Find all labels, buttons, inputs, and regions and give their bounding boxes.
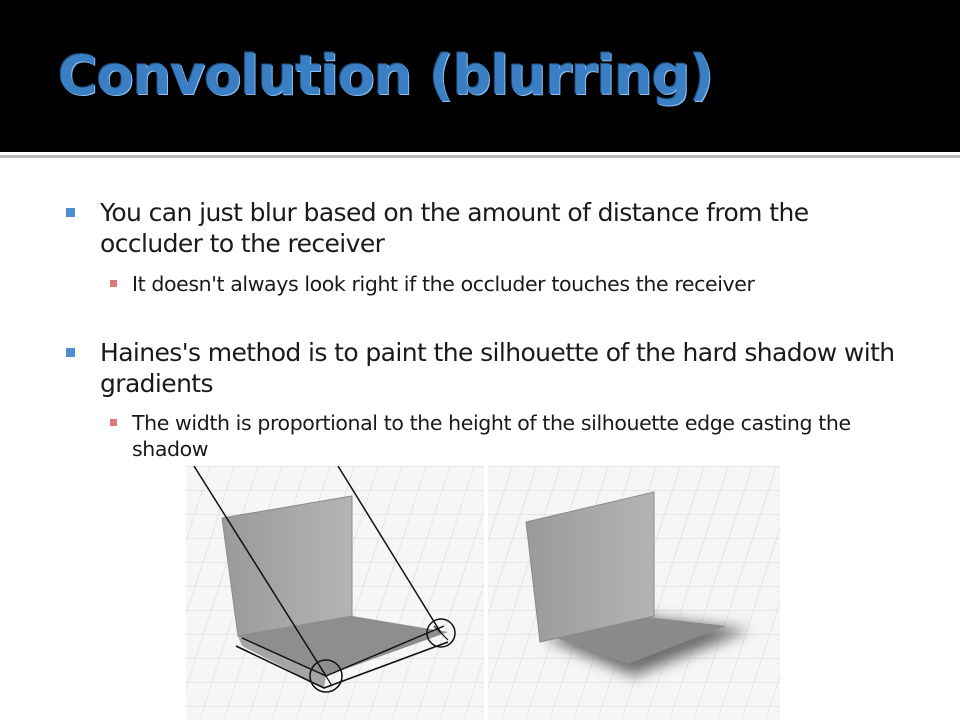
bullet-1-text: You can just blur based on the amount of distance from the occluder to the receiver xyxy=(100,198,809,258)
bullet-marker xyxy=(66,348,75,357)
bullet-2-text: Haines's method is to paint the silhouette of the hard shadow with gradients xyxy=(100,338,895,398)
title-divider-inner xyxy=(0,155,960,158)
sub-bullet-marker xyxy=(110,419,117,426)
slide-title: Convolution (blurring) xyxy=(58,44,713,107)
soft-shadow-illustration xyxy=(488,466,780,720)
sub-bullet-2-text: The width is proportional to the height of the silhouette edge casting the shadow xyxy=(132,411,851,461)
sub-bullet-1-text: It doesn't always look right if the occluder touches the receiver xyxy=(132,272,755,296)
bullet-marker xyxy=(66,208,75,217)
sub-bullet-marker xyxy=(110,280,117,287)
silhouette-construction-figure xyxy=(186,466,484,720)
title-bar xyxy=(0,0,960,152)
silhouette-construction-illustration xyxy=(186,466,484,720)
soft-shadow-result-figure xyxy=(488,466,780,720)
